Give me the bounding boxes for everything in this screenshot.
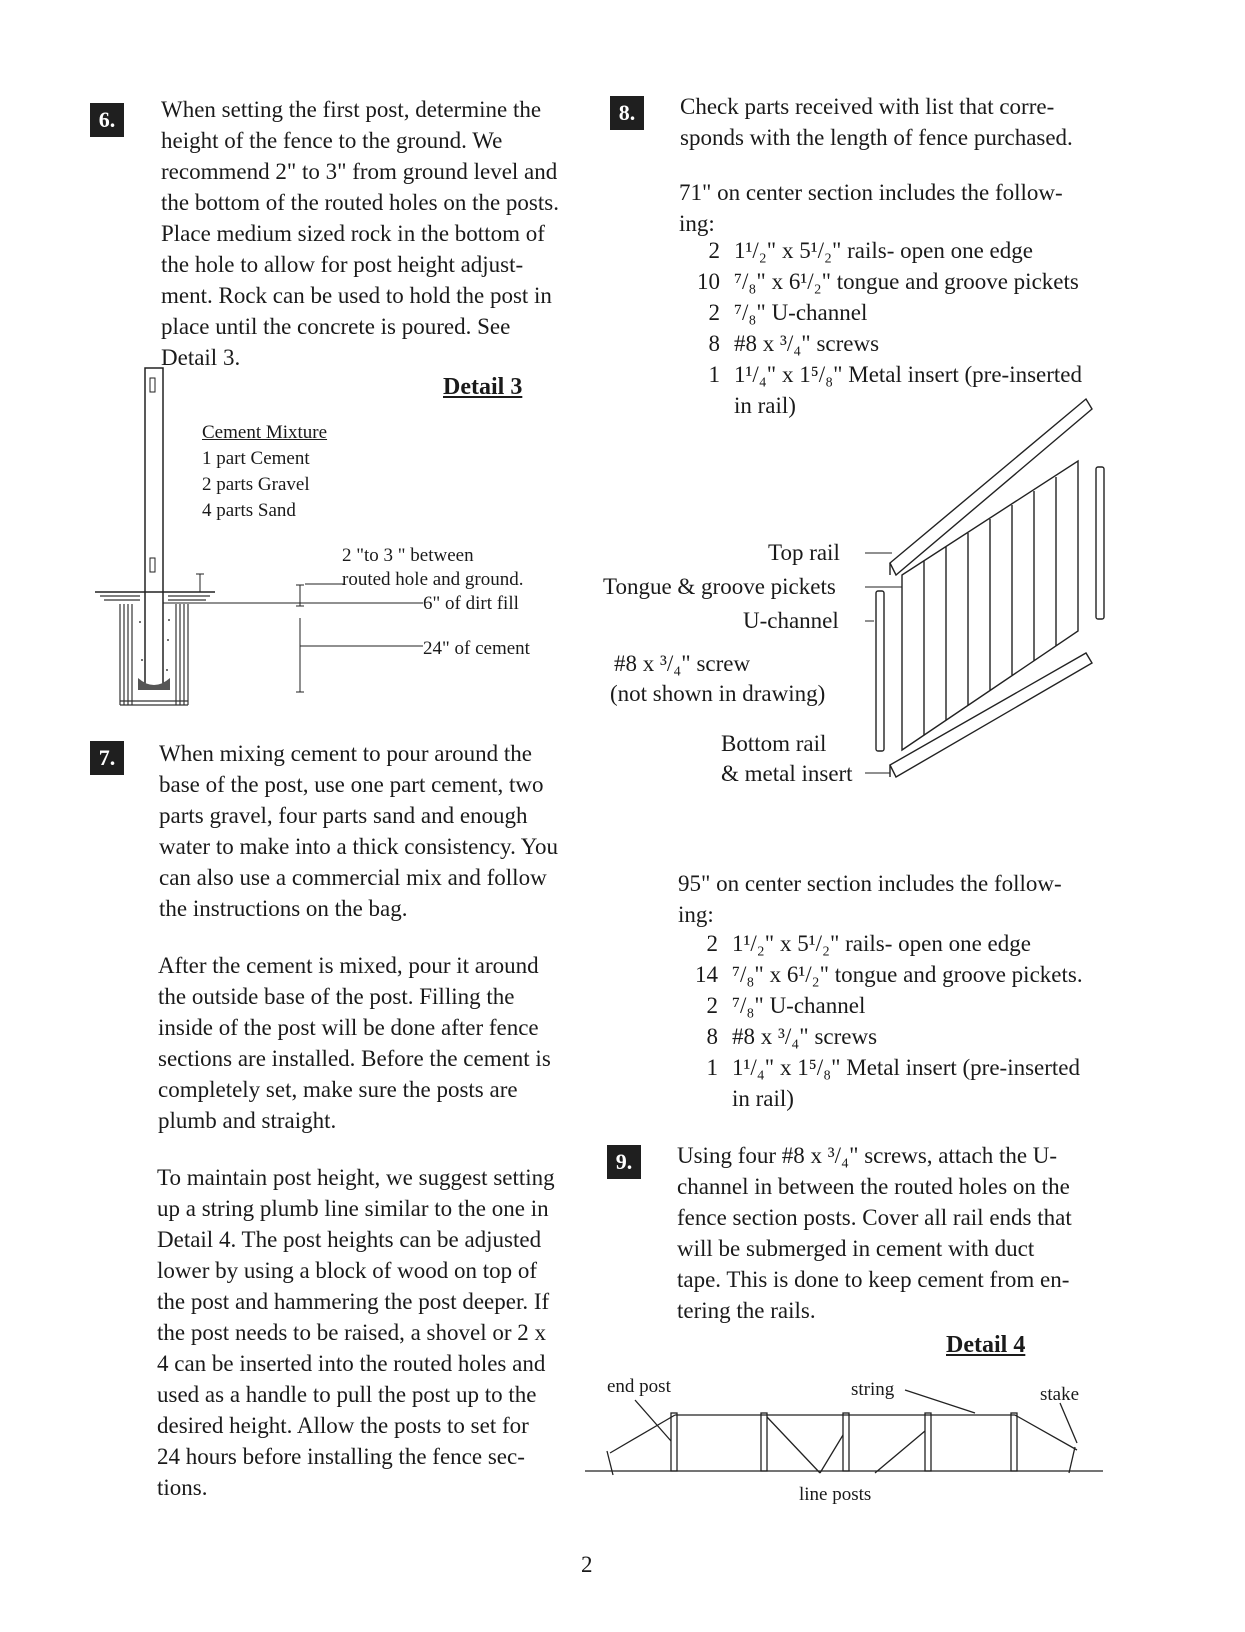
post-setting-diagram: [90, 360, 320, 715]
step-7-badge: 7.: [90, 741, 124, 775]
cement-line-2: 2 parts Gravel: [202, 474, 310, 495]
fence-section-diagram: [860, 395, 1120, 815]
section-95-heading: 95" on center section includes the follow- ing:: [678, 871, 1062, 927]
step-9-text: Using four #8 x ³/₄" screws, attach the U- channel in between the routed holes on the fence section posts. Cover all rail ends that will be submerged in cement with duct tape. This is done to keep cement from en- tering the rails.: [677, 1143, 1072, 1323]
step-9-badge: 9.: [607, 1145, 641, 1179]
between-label-2: routed hole and ground.: [342, 569, 524, 590]
step-7-para-1: When mixing cement to pour around the base of the post, use one part cement, two parts gravel, four parts sand and enough water to make into a thick consistency. You can also use a commercial mix and follow the instructions on the bag.: [159, 741, 559, 921]
stake-label: stake: [1040, 1384, 1080, 1405]
list-item: 1 1¹/₄" x 1⁵/₈" Metal insert (pre-inserted in rail): [708, 362, 1082, 418]
section-71-parts-list: [672, 235, 1114, 421]
end-post-label: end post: [607, 1376, 671, 1397]
step-8-badge: 8.: [610, 96, 644, 130]
screw-note-label: (not shown in drawing): [610, 681, 826, 706]
list-item: 10 ⁷/₈" x 6¹/₂" tongue and groove pickets: [697, 269, 1079, 294]
cement-line-1: 1 part Cement: [202, 448, 310, 469]
list-item: 8 #8 x ³/₄" screws: [708, 331, 880, 356]
step-7-para-2: After the cement is mixed, pour it around the outside base of the post. Filling the inside of the post will be done after fence sections are installed. Before the cement is completely set, make sure the posts are plumb and straight.: [158, 953, 551, 1133]
step-6-text: When setting the first post, determine the height of the fence to the ground. We recommend 2" to 3" from ground level and the bottom of the routed holes on the posts. Place medium sized rock in the bottom of the hole to allow for post height adjust- ment. Rock can be used to hold the post in place until the concrete is poured. See Detail 3.: [161, 97, 559, 370]
list-item: 2 ⁷/₈" U-channel: [708, 300, 868, 325]
page-number: 2: [581, 1552, 593, 1577]
list-item: 14 ⁷/₈" x 6¹/₂" tongue and groove pickets.: [695, 962, 1083, 987]
section-95-parts-list: [670, 928, 1112, 1114]
string-line-diagram: [585, 1395, 1105, 1485]
pickets-label: Tongue & groove pickets: [603, 574, 836, 599]
top-rail-label: Top rail: [768, 540, 840, 565]
list-item: 2 1¹/₂" x 5¹/₂" rails- open one edge: [708, 238, 1033, 263]
list-item: 2 1¹/₂" x 5¹/₂" rails- open one edge: [706, 931, 1031, 956]
list-item: 1 1¹/₄" x 1⁵/₈" Metal insert (pre-inserted in rail): [706, 1055, 1080, 1111]
detail-3-title: Detail 3: [443, 374, 523, 400]
cement-line-3: 4 parts Sand: [202, 500, 296, 521]
list-item: 8 #8 x ³/₄" screws: [706, 1024, 878, 1049]
cement-depth-label: 24" of cement: [423, 638, 530, 659]
dirt-fill-label: 6" of dirt fill: [423, 593, 519, 614]
between-label-1: 2 "to 3 " between: [342, 545, 474, 566]
cement-mixture-title: Cement Mixture: [202, 422, 328, 443]
step-8-intro: Check parts received with list that corre- sponds with the length of fence purchased.: [680, 94, 1073, 150]
step-7-para-3: To maintain post height, we suggest setting up a string plumb line similar to the one in Detail 4. The post heights can be adjusted lower by using a block of wood on top of the post and hammering the post deeper. If the post needs to be raised, a shovel or 2 x 4 can be inserted into the routed holes and used as a handle to pull the post up to the desired height. Allow the posts to set for 24 hours before installing the fence sec- tions.: [157, 1165, 555, 1500]
bottom-rail-label: Bottom rail: [721, 731, 827, 756]
detail-4-title: Detail 4: [946, 1332, 1026, 1358]
string-label: string: [851, 1379, 895, 1400]
section-71-heading: 71" on center section includes the follow- ing:: [679, 180, 1063, 236]
u-channel-label: U-channel: [743, 608, 839, 633]
screw-label: #8 x ³/₄" screw: [614, 651, 751, 676]
metal-insert-label: & metal insert: [721, 761, 853, 786]
step-6-badge: 6.: [90, 103, 124, 137]
line-posts-label: line posts: [799, 1484, 872, 1505]
list-item: 2 ⁷/₈" U-channel: [706, 993, 866, 1018]
